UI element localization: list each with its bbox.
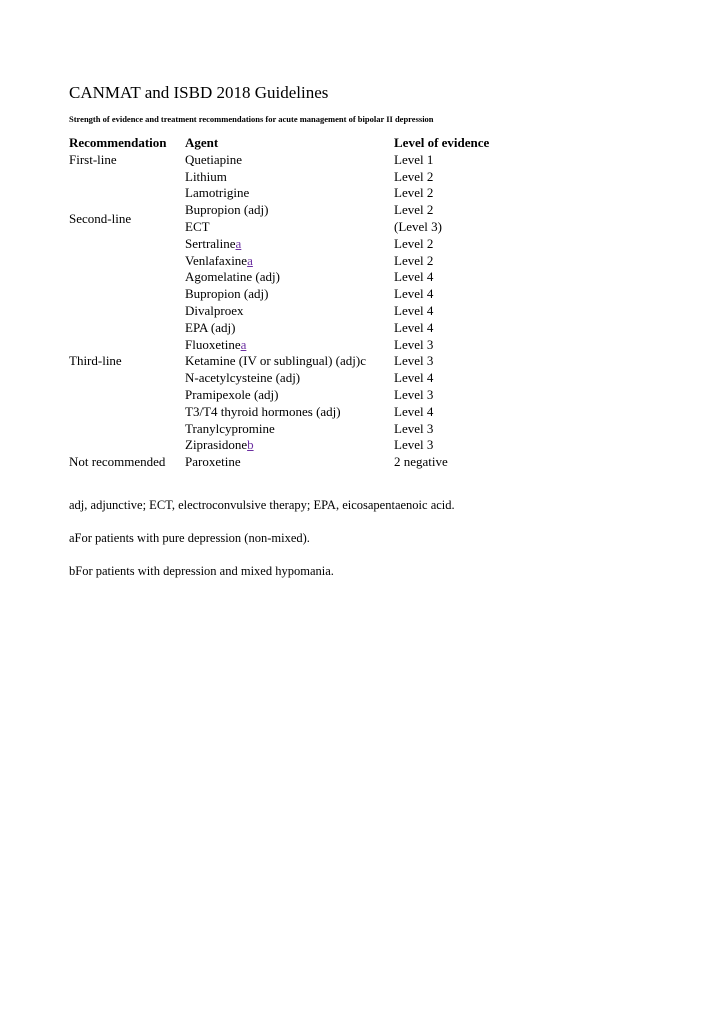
level-cell: Level 2 bbox=[394, 252, 434, 268]
agent-name: Paroxetine bbox=[185, 454, 241, 470]
table-caption: Strength of evidence and treatment recommendations for acute management of bipolar II depression bbox=[69, 114, 434, 124]
level-cell: Level 1 bbox=[394, 151, 434, 167]
level-cell: 2 negative bbox=[394, 454, 448, 470]
level-cell: Level 3 bbox=[394, 420, 434, 436]
header-agent: Agent bbox=[185, 135, 219, 150]
agent-cell bbox=[185, 152, 394, 169]
agent-name: Divalproex bbox=[185, 302, 244, 318]
abbreviations-note: adj, adjunctive; ECT, electroconvulsive therapy; EPA, eicosapentaenoic acid. bbox=[69, 497, 455, 512]
agent-cell bbox=[185, 320, 394, 337]
agent-name: Tranylcypromine bbox=[185, 420, 275, 436]
level-cell: Level 3 bbox=[394, 336, 434, 352]
table-row bbox=[69, 269, 534, 286]
level-cell: Level 2 bbox=[394, 185, 434, 201]
agent-name: Bupropion (adj) bbox=[185, 286, 269, 302]
level-cell: Level 4 bbox=[394, 403, 434, 419]
agent-name: Venlafaxine bbox=[185, 252, 248, 268]
agent-name: Lithium bbox=[185, 168, 227, 184]
agent-name: Fluoxetine bbox=[185, 336, 241, 352]
level-cell: Level 4 bbox=[394, 370, 434, 386]
agent-cell bbox=[185, 303, 394, 320]
agent-cell bbox=[185, 437, 394, 454]
level-cell: Level 2 bbox=[394, 202, 434, 218]
agent-cell bbox=[185, 202, 394, 219]
table-row bbox=[69, 152, 534, 169]
recommendation-cell: First-line bbox=[69, 151, 117, 167]
agent-name: Sertraline bbox=[185, 235, 236, 251]
agent-name: EPA (adj) bbox=[185, 319, 236, 335]
level-cell: Level 3 bbox=[394, 386, 434, 402]
level-cell: Level 4 bbox=[394, 269, 434, 285]
agent-cell bbox=[185, 421, 394, 438]
agent-name: N-acetylcysteine (adj) bbox=[185, 370, 301, 386]
table-header-row bbox=[69, 135, 534, 152]
header-level-of-evidence: Level of evidence bbox=[394, 135, 490, 150]
level-cell: Level 3 bbox=[394, 353, 434, 369]
agent-name: ECT bbox=[185, 218, 210, 234]
recommendations-table bbox=[69, 135, 534, 471]
header-recommendation: Recommendation bbox=[69, 135, 167, 150]
footnote-link[interactable]: a bbox=[247, 252, 253, 268]
footnote-link[interactable]: b bbox=[247, 437, 254, 453]
agent-cell bbox=[185, 454, 394, 471]
table-row bbox=[69, 454, 534, 471]
level-cell: (Level 3) bbox=[394, 218, 443, 234]
level-cell: Level 4 bbox=[394, 302, 434, 318]
agent-name: Agomelatine (adj) bbox=[185, 269, 280, 285]
footnote-b: bFor patients with depression and mixed hypomania. bbox=[69, 563, 334, 578]
level-cell: Level 3 bbox=[394, 437, 434, 453]
agent-cell bbox=[185, 404, 394, 421]
table-notes bbox=[69, 497, 669, 579]
agent-name: Bupropion (adj) bbox=[185, 202, 269, 218]
agent-cell bbox=[185, 236, 394, 253]
footnote-a: aFor patients with pure depression (non-mixed). bbox=[69, 530, 310, 545]
agent-cell bbox=[185, 169, 394, 186]
table-body bbox=[69, 152, 534, 471]
agent-cell bbox=[185, 286, 394, 303]
agent-cell bbox=[185, 219, 394, 236]
recommendation-cell: Third-line bbox=[69, 353, 122, 369]
agent-name: T3/T4 thyroid hormones (adj) bbox=[185, 403, 341, 419]
document-page bbox=[69, 82, 669, 596]
footnote-link[interactable]: a bbox=[240, 336, 247, 352]
table-row bbox=[69, 169, 534, 186]
recommendation-cell: Second-line bbox=[69, 210, 132, 226]
agent-name: Lamotrigine bbox=[185, 185, 250, 201]
agent-cell bbox=[185, 370, 394, 387]
recommendation-cell: Not recommended bbox=[69, 454, 166, 470]
level-cell: Level 2 bbox=[394, 168, 434, 184]
level-cell: Level 4 bbox=[394, 286, 434, 302]
agent-name: Ketamine (IV or sublingual) (adj)c bbox=[185, 353, 366, 369]
agent-name: Quetiapine bbox=[185, 151, 243, 167]
footnote-link[interactable]: a bbox=[235, 235, 242, 251]
agent-cell bbox=[185, 387, 394, 404]
agent-name: Pramipexole (adj) bbox=[185, 386, 279, 402]
agent-cell bbox=[185, 253, 394, 270]
document-title: CANMAT and ISBD 2018 Guidelines bbox=[69, 83, 329, 102]
agent-cell bbox=[185, 185, 394, 202]
agent-cell bbox=[185, 337, 394, 354]
agent-cell bbox=[185, 353, 394, 370]
agent-name: Ziprasidone bbox=[185, 437, 248, 453]
agent-cell bbox=[185, 269, 394, 286]
level-cell: Level 4 bbox=[394, 319, 434, 335]
level-cell: Level 2 bbox=[394, 235, 434, 251]
